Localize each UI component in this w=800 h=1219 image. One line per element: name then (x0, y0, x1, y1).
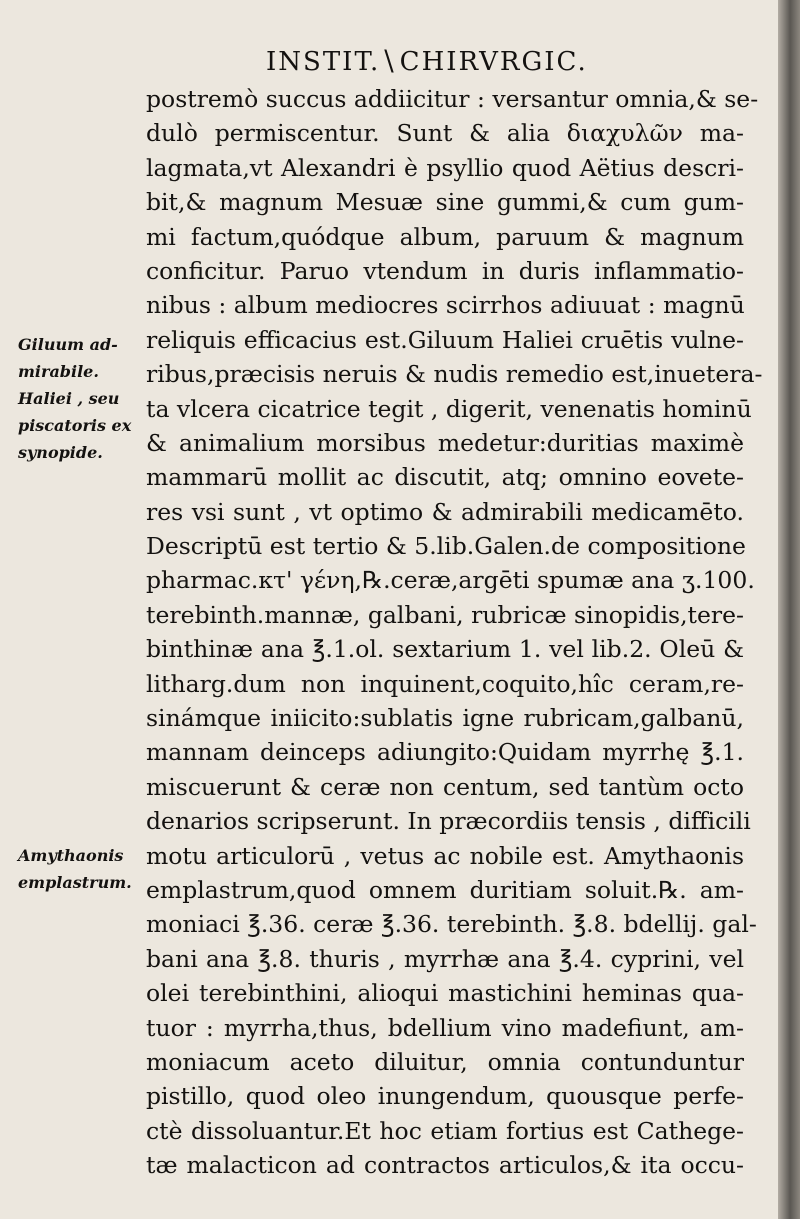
text-line: motu articulorū , vetus ac nobile est. Amythaonis (146, 841, 744, 870)
text-line: ctè dissoluantur.Et hoc etiam fortius est Cathege- (146, 1116, 744, 1145)
margin-note-line: piscatoris ex (18, 416, 132, 435)
text-line: postremò succus addiicitur : versantur omnia,& se- (146, 85, 759, 113)
text-line: mi factum,quódque album, paruum & magnum (146, 222, 744, 251)
header-left: INSTIT. (266, 47, 381, 77)
text-line: pharmac.κτ' γένη,℞.ceræ,argēti spumæ ana ʒ.100. (146, 566, 755, 595)
text-line: sinámque iniicito:sublatis igne rubricam,galbanū, (146, 704, 744, 733)
margin-note-line: Haliei , seu (18, 389, 120, 408)
margin-note-line: Amythaonis (18, 846, 124, 865)
text-line: reliquis efficacius est.Giluum Haliei cruētis vulne- (146, 325, 744, 354)
text-line: mammarū mollit ac discutit, atq; omnino eovete- (146, 463, 744, 492)
text-line: moniacum aceto diluitur, omnia contunduntur (146, 1047, 744, 1076)
text-line: tuor : myrrha,thus, bdellium vino madefiunt, am- (146, 1013, 744, 1042)
text-line: litharg.dum non inquinent,coquito,hîc ceram,re- (146, 669, 744, 698)
margin-note-line: synopide. (18, 443, 103, 462)
text-line: moniaci ℥.36. ceræ ℥.36. terebinth. ℥.8. bdellij. gal- (146, 910, 757, 939)
text-line: tæ malacticon ad contractos articulos,& ita occu- (146, 1151, 744, 1180)
header-divider: \ (384, 44, 396, 77)
text-line: binthinæ ana ℥.1.ol. sextarium 1. vel lib.2. Oleū & (146, 635, 744, 664)
text-line: terebinth.mannæ, galbani, rubricæ sinopidis,tere- (146, 600, 744, 629)
margin-note-giluum (18, 331, 146, 466)
margin-note-line: Giluum ad- (18, 335, 118, 354)
text-line: ta vlcera cicatrice tegit , digerit, venenatis hominū (146, 394, 752, 423)
text-line: nibus : album mediocres scirrhos adiuuat : magnū (146, 291, 745, 320)
text-line: bit,& magnum Mesuæ sine gummi,& cum gum- (146, 188, 744, 217)
margin-note-line: mirabile. (18, 362, 99, 381)
text-line: mannam deinceps adiungito:Quidam myrrhę ℥.1. (146, 738, 744, 767)
margin-note-line: emplastrum. (18, 873, 132, 892)
body-text (146, 82, 763, 1183)
running-header (266, 44, 646, 77)
text-line: lagmata,vt Alexandri è psyllio quod Aëtius descri- (146, 153, 744, 182)
margin-note-amythaonis (18, 842, 146, 896)
header-right: CHIRVRGIC. (399, 47, 588, 77)
text-line: bani ana ℥.8. thuris , myrrhæ ana ℥.4. cyprini, vel (146, 944, 744, 973)
text-line: conficitur. Paruo vtendum in duris inflammatio- (146, 256, 744, 285)
text-line: emplastrum,quod omnem duritiam soluit.℞. am- (146, 875, 744, 904)
text-line: & animalium morsibus medetur:duritias maximè (146, 428, 744, 457)
text-line: res vsi sunt , vt optimo & admirabili medicamēto. (146, 497, 744, 526)
text-line: ribus,præcisis neruis & nudis remedio est,inuetera- (146, 360, 763, 389)
page-edge-shadow (778, 0, 800, 1219)
text-line: olei terebinthini, alioqui mastichini heminas qua- (146, 979, 744, 1008)
text-line: denarios scripserunt. In præcordiis tensis , difficili (146, 807, 751, 836)
text-line: Descriptū est tertio & 5.lib.Galen.de compositione (146, 532, 746, 561)
text-line: dulò permiscentur. Sunt & alia διαχυλῶν ma- (146, 119, 744, 148)
text-line: miscuerunt & ceræ non centum, sed tantùm octo (146, 772, 744, 801)
text-line: pistillo, quod oleo inungendum, quousque perfe- (146, 1082, 744, 1111)
